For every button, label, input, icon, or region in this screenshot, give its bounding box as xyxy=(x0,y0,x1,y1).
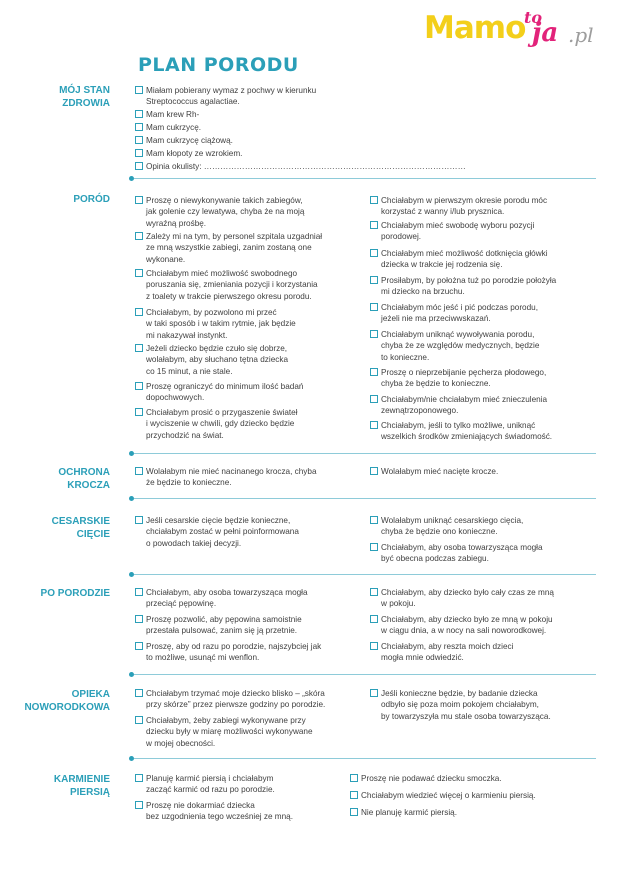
checkbox-item[interactable] xyxy=(135,231,365,265)
checkbox-item[interactable] xyxy=(370,275,605,298)
item-text: Jeśli konieczne będzie, by badanie dziecka odbyło się poza moim pokojem chciałabym, by towarzyszyła mu stale osoba towarzysząca. xyxy=(381,689,551,721)
checkbox-item[interactable] xyxy=(370,587,605,610)
checkbox[interactable] xyxy=(135,801,143,809)
logo-to-text: to xyxy=(524,8,543,27)
checkbox[interactable] xyxy=(370,368,378,376)
section-label-line: OPIEKA xyxy=(71,689,110,700)
checkbox-item[interactable] xyxy=(135,195,365,229)
checkbox[interactable] xyxy=(135,86,143,94)
item-text: Wolałabym nie mieć nacinanego krocza, chyba że będzie to konieczne. xyxy=(146,467,317,488)
item-text: Chciałabym uniknąć wywoływania porodu, chyba że ze względów medycznych, będzie to konieczne. xyxy=(381,330,540,362)
checkbox-item[interactable] xyxy=(135,148,435,159)
checkbox-item[interactable] xyxy=(350,790,605,801)
checkbox[interactable] xyxy=(135,716,143,724)
checkbox-item[interactable] xyxy=(135,587,365,610)
section-label-line: CESARSKIE xyxy=(51,516,110,527)
checkbox[interactable] xyxy=(135,774,143,782)
checkbox-item[interactable] xyxy=(135,161,535,172)
section-divider xyxy=(134,453,596,454)
item-text: Planuję karmić piersią i chciałabym zacząć karmić od razu po porodzie. xyxy=(146,774,275,795)
checkbox[interactable] xyxy=(370,467,378,475)
item-text: Chciałabym/nie chciałabym mieć znieczulenia zewnątrzoponowego. xyxy=(381,395,548,416)
checkbox[interactable] xyxy=(135,196,143,204)
item-text: Proszę o niewykonywanie takich zabiegów, jak golenie czy lewatywa, chyba że na moją wyraźną prośbę. xyxy=(146,196,305,228)
section-label-line: PIERSIĄ xyxy=(69,787,110,798)
checkbox[interactable] xyxy=(370,276,378,284)
section-divider xyxy=(134,674,596,675)
section-label-line: OCHRONA xyxy=(58,467,110,478)
item-text: Mam krew Rh- xyxy=(146,110,200,119)
checkbox-item[interactable] xyxy=(370,302,605,325)
section-divider xyxy=(134,178,596,179)
checkbox[interactable] xyxy=(135,110,143,118)
item-text: Zależy mi na tym, by personel szpitala uzgadniał ze mną wszystkie zabiegi, zanim zostaną one wykonane. xyxy=(146,232,323,264)
item-text: Chciałabym wiedzieć więcej o karmieniu piersią. xyxy=(361,791,536,800)
checkbox-item[interactable] xyxy=(370,420,605,443)
checkbox[interactable] xyxy=(135,136,143,144)
section-label-line: PORÓD xyxy=(73,194,110,205)
checkbox-item[interactable] xyxy=(135,85,435,108)
checkbox-item[interactable] xyxy=(135,407,365,441)
checkbox[interactable] xyxy=(370,642,378,650)
section-divider xyxy=(134,758,596,759)
checkbox-item[interactable] xyxy=(135,715,365,749)
section-label-line: MÓJ STAN xyxy=(59,85,110,96)
item-text: Proszę nie podawać dziecku smoczka. xyxy=(361,774,502,783)
checkbox-item[interactable] xyxy=(370,220,605,243)
checkbox[interactable] xyxy=(135,382,143,390)
item-text: Opinia okulisty: …………………………………………………………………………………… xyxy=(146,162,466,171)
checkbox-item[interactable] xyxy=(135,641,365,664)
item-text: Chciałabym móc jeść i pić podczas porodu, jeżeli nie ma przeciwwskazań. xyxy=(381,303,538,324)
section-label-health xyxy=(59,84,110,110)
section-label-line: PO PORODZIE xyxy=(40,588,110,599)
checkbox[interactable] xyxy=(370,221,378,229)
item-text: Chciałabym, jeśli to tylko możliwe, uniknąć wszelkich środków zmieniających świadomość. xyxy=(381,421,553,442)
checkbox[interactable] xyxy=(370,516,378,524)
item-text: Chciałabym w pierwszym okresie porodu móc korzystać z wanny i/lub prysznica. xyxy=(381,196,548,217)
checkbox-item[interactable] xyxy=(135,381,365,404)
item-text: Chciałabym mieć możliwość dotknięcia główki dziecka w trakcie jej rodzenia się. xyxy=(381,249,548,270)
checkbox[interactable] xyxy=(370,196,378,204)
checkbox-item[interactable] xyxy=(135,122,435,133)
checkbox[interactable] xyxy=(350,774,358,782)
checkbox-item[interactable] xyxy=(370,542,605,565)
checkbox[interactable] xyxy=(350,808,358,816)
checkbox[interactable] xyxy=(135,408,143,416)
item-text: Chciałabym trzymać moje dziecko blisko – „skóra przy skórze” przez pierwsze godziny po porodzie. xyxy=(146,689,326,710)
checkbox-item[interactable] xyxy=(135,800,350,823)
item-text: Miałam pobierany wymaz z pochwy w kierunku Streptococcus agalactiae. xyxy=(146,86,317,107)
logo-ja-text: ja xyxy=(532,18,559,48)
checkbox[interactable] xyxy=(370,421,378,429)
checkbox-item[interactable] xyxy=(350,773,605,784)
checkbox-item[interactable] xyxy=(135,109,435,120)
item-text: Mam cukrzycę. xyxy=(146,123,202,132)
section-label-newborn-care xyxy=(24,688,110,714)
checkbox-item[interactable] xyxy=(350,807,605,818)
checkbox[interactable] xyxy=(135,689,143,697)
checkbox[interactable] xyxy=(370,395,378,403)
mamotoja-logo xyxy=(424,10,614,56)
checkbox-item[interactable] xyxy=(135,135,435,146)
checkbox[interactable] xyxy=(370,543,378,551)
checkbox[interactable] xyxy=(135,308,143,316)
item-text: Chciałabym, żeby zabiegi wykonywane przy dziecku były w miarę możliwości wykonywane w mojej obecności. xyxy=(146,716,313,748)
checkbox[interactable] xyxy=(370,330,378,338)
item-text: Proszę o nieprzebijanie pęcherza płodowego, chyba że będzie to konieczne. xyxy=(381,368,547,389)
checkbox-item[interactable] xyxy=(370,329,605,363)
checkbox-item[interactable] xyxy=(370,466,605,477)
section-label-after-birth xyxy=(41,587,110,600)
checkbox-item[interactable] xyxy=(135,343,365,377)
checkbox-item[interactable] xyxy=(370,367,605,390)
checkbox-item[interactable] xyxy=(135,268,365,302)
section-label-line: KROCZA xyxy=(67,480,110,491)
item-text: Mam cukrzycę ciążową. xyxy=(146,136,233,145)
section-label-line: CIĘCIE xyxy=(76,529,110,540)
checkbox-item[interactable] xyxy=(135,515,365,549)
section-divider xyxy=(134,574,596,575)
logo-main-text: Mamo xyxy=(424,10,526,46)
checkbox-item[interactable] xyxy=(370,195,605,218)
item-text: Mam kłopoty ze wzrokiem. xyxy=(146,149,243,158)
item-text: Jeśli cesarskie cięcie będzie konieczne, chciałabym zostać w pełni poinformowana o powodach takiej decyzji. xyxy=(146,516,299,548)
checkbox-item[interactable] xyxy=(370,641,605,664)
section-label-birth xyxy=(73,193,110,206)
section-label-line: NOWORODKOWA xyxy=(24,702,110,713)
checkbox-item[interactable] xyxy=(135,466,365,489)
item-text: Chciałabym, aby osoba towarzysząca mogła przeciąć pępowinę. xyxy=(146,588,308,609)
checkbox-item[interactable] xyxy=(135,773,350,796)
item-text: Proszę, aby od razu po porodzie, najszybciej jak to możliwe, usunąć mi wenflon. xyxy=(146,642,322,663)
item-text: Chciałabym prosić o przygaszenie świateł i wyciszenie w chwili, gdy dziecko będzie przychodzić na świat. xyxy=(146,408,298,440)
checkbox-item[interactable] xyxy=(135,688,365,711)
checkbox[interactable] xyxy=(135,516,143,524)
item-text: Chciałabym mieć możliwość swobodnego poruszania się, zmieniania pozycji i korzystania z toalety w trakcie pierwszego okresu porodu. xyxy=(146,269,318,301)
checkbox[interactable] xyxy=(135,467,143,475)
section-label-line: ZDROWIA xyxy=(62,98,110,109)
item-text: Proszę nie dokarmiać dziecka bez uzgodnienia tego wcześniej ze mną. xyxy=(146,801,294,822)
checkbox[interactable] xyxy=(135,269,143,277)
item-text: Chciałabym, by pozwolono mi przeć w taki sposób i w takim rytmie, jak będzie mi nakazywał instynkt. xyxy=(146,308,296,340)
item-text: Proszę ograniczyć do minimum ilość badań dopochwowych. xyxy=(146,382,304,403)
checkbox[interactable] xyxy=(135,588,143,596)
checkbox[interactable] xyxy=(370,689,378,697)
item-text: Wolałabym uniknąć cesarskiego cięcia, chyba że będzie ono konieczne. xyxy=(381,516,524,537)
section-label-perineum xyxy=(58,466,110,492)
item-text: Jeżeli dziecko będzie czuło się dobrze, wolałabym, aby słuchano tętna dziecka co 15 minut, a nie stale. xyxy=(146,344,288,376)
checkbox-item[interactable] xyxy=(370,688,605,722)
item-text: Nie planuję karmić piersią. xyxy=(361,808,458,817)
item-text: Chciałabym, aby dziecko było ze mną w pokoju w ciągu dnia, a w nocy na sali noworodkowej. xyxy=(381,615,553,636)
checkbox-item[interactable] xyxy=(370,394,605,417)
item-text: Chciałabym mieć swobodę wyboru pozycji porodowej. xyxy=(381,221,535,242)
checkbox[interactable] xyxy=(350,791,358,799)
item-text: Proszę pozwolić, aby pępowina samoistnie przestała pulsować, zanim się ją przetnie. xyxy=(146,615,302,636)
checkbox[interactable] xyxy=(135,123,143,131)
item-text: Chciałabym, aby osoba towarzysząca mogła być obecna podczas zabiegu. xyxy=(381,543,543,564)
checkbox[interactable] xyxy=(370,249,378,257)
checkbox[interactable] xyxy=(135,642,143,650)
item-text: Chciałabym, aby reszta moich dzieci mogła mnie odwiedzić. xyxy=(381,642,514,663)
checkbox-item[interactable] xyxy=(370,248,605,271)
item-text: Wolałabym mieć nacięte krocze. xyxy=(381,467,499,476)
checkbox[interactable] xyxy=(370,303,378,311)
checkbox-item[interactable] xyxy=(135,307,365,341)
item-text: Prosiłabym, by położna tuż po porodzie położyła mi dziecko na brzuchu. xyxy=(381,276,557,297)
checkbox[interactable] xyxy=(135,232,143,240)
logo-domain-text: .pl xyxy=(568,23,594,47)
item-text: Chciałabym, aby dziecko było cały czas ze mną w pokoju. xyxy=(381,588,554,609)
checkbox[interactable] xyxy=(370,588,378,596)
checkbox-item[interactable] xyxy=(370,614,605,637)
section-label-breastfeeding xyxy=(54,773,110,799)
checkbox-item[interactable] xyxy=(370,515,605,538)
section-divider xyxy=(134,498,596,499)
checkbox[interactable] xyxy=(135,344,143,352)
section-label-line: KARMIENIE xyxy=(53,774,110,785)
section-label-cesarean xyxy=(52,515,110,541)
checkbox[interactable] xyxy=(135,615,143,623)
page-title: PLAN PORODU xyxy=(138,54,299,76)
checkbox[interactable] xyxy=(135,149,143,157)
checkbox[interactable] xyxy=(370,615,378,623)
checkbox[interactable] xyxy=(135,162,143,170)
checkbox-item[interactable] xyxy=(135,614,365,637)
